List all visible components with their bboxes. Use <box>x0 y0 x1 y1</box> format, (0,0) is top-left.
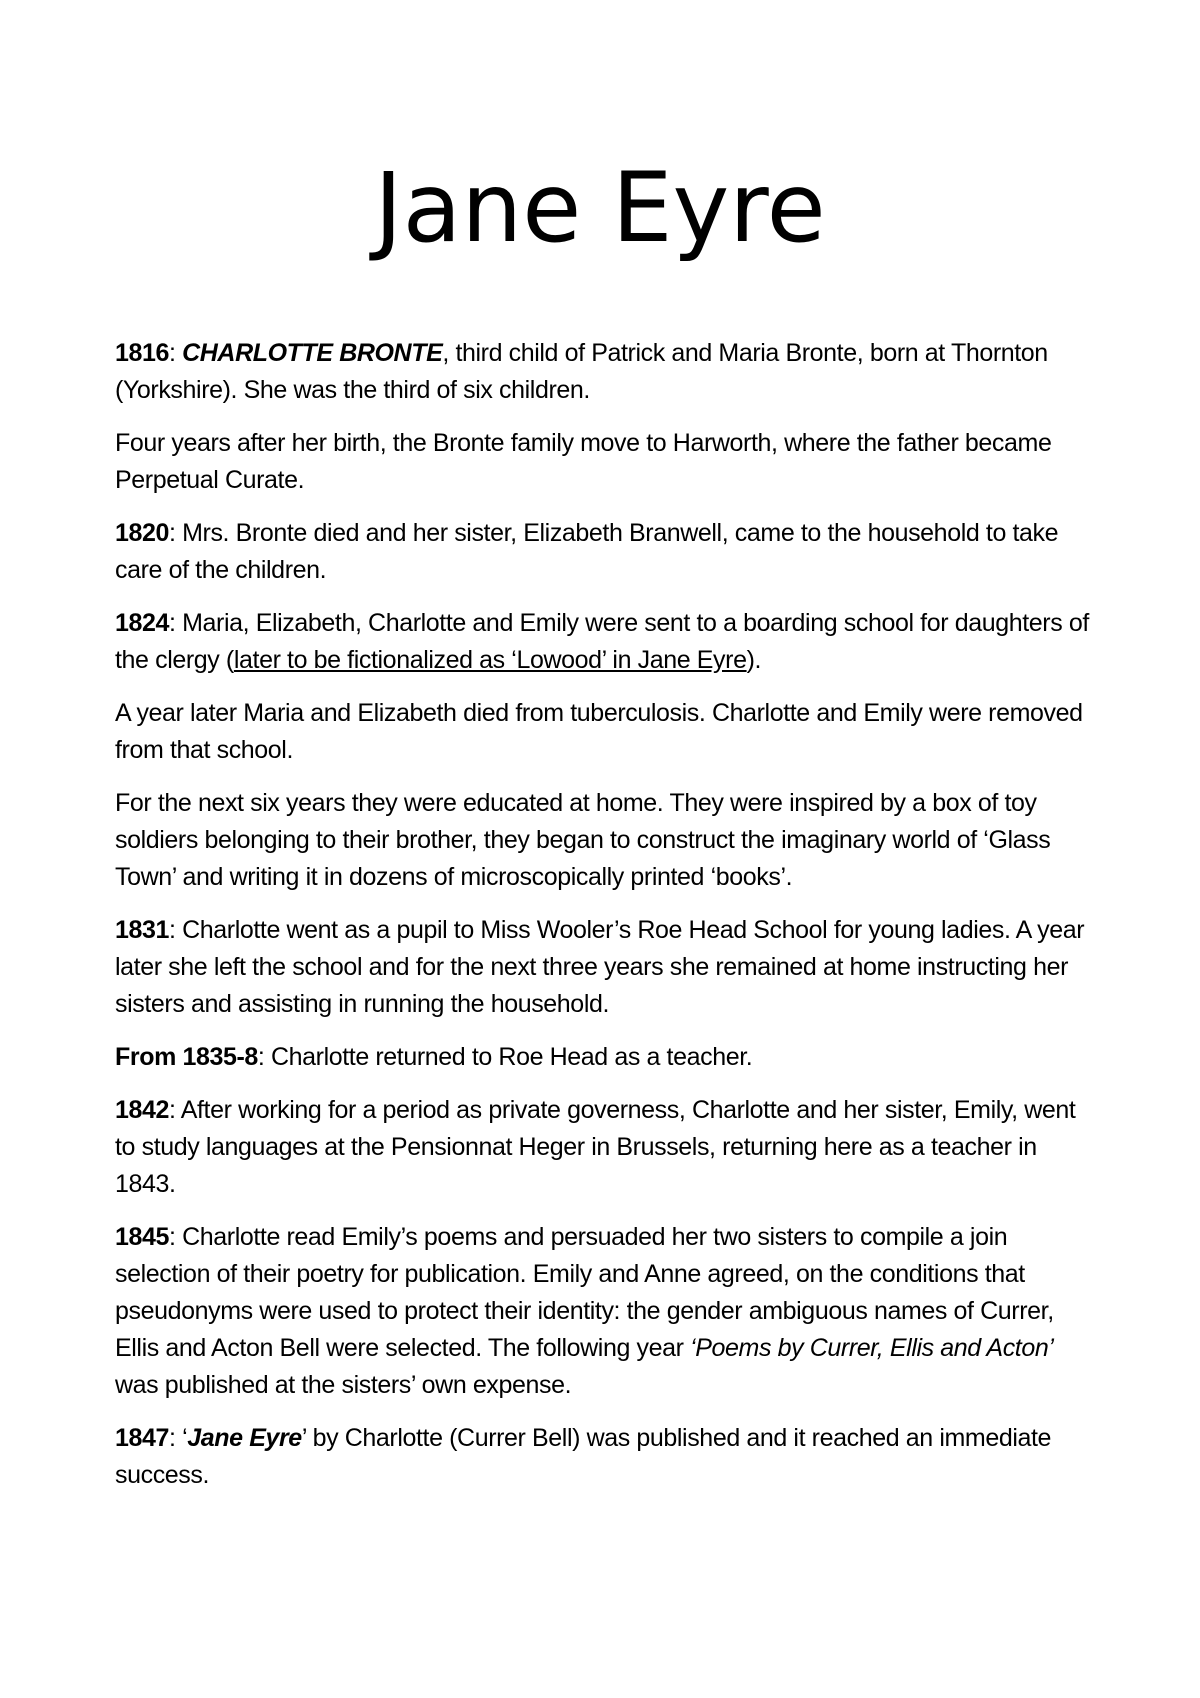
paragraph-glass-town <box>115 785 1100 896</box>
paragraph-text: : ‘ <box>169 1424 188 1452</box>
paragraph-1816 <box>115 335 1100 409</box>
paragraph-text: A year later Maria and Elizabeth died from tuberculosis. Charlotte and Emily were removed from that school. <box>115 699 1083 764</box>
paragraph-text: : Maria, Elizabeth, Charlotte and Emily were sent to a boarding school for daughters of the clergy ( <box>115 609 1089 674</box>
date-label: 1847 <box>115 1424 170 1452</box>
paragraph-1835 <box>115 1039 1100 1076</box>
date-label: 1820 <box>115 519 170 547</box>
date-label: 1842 <box>115 1096 170 1124</box>
document-title: Jane Eyre <box>374 152 826 264</box>
paragraph-text: : Mrs. Bronte died and her sister, Elizabeth Branwell, came to the household to take care of the children. <box>115 519 1059 584</box>
paragraph-1845 <box>115 1219 1100 1404</box>
paragraph-1847 <box>115 1420 1100 1494</box>
paragraph-1824 <box>115 605 1100 679</box>
date-label: 1824 <box>115 609 170 637</box>
paragraph-text: : Charlotte read Emily’s poems and persuaded her two sisters to compile a join selection of their poetry for publication. Emily and Anne agreed, on the conditions that pseudonyms were used to protect their identity: the gender ambiguous names of Currer, Ellis and Acton Bell were selected. The following year <box>115 1223 1054 1362</box>
italic-book-title: ‘Poems by Currer, Ellis and Acton’ <box>690 1334 1054 1362</box>
paragraph-text: , third child of Patrick and Maria Bronte, born at Thornton (Yorkshire). She was the third of six children. <box>115 339 1048 404</box>
date-label: 1845 <box>115 1223 170 1251</box>
paragraph-text-end: ). <box>746 646 762 674</box>
paragraph-text: : After working for a period as private governess, Charlotte and her sister, Emily, went to study languages at the Pensionnat Heger in Brussels, returning here as a teacher in 1843. <box>115 1096 1076 1198</box>
date-label: 1816 <box>115 339 170 367</box>
document-body <box>115 335 1100 1510</box>
author-name: CHARLOTTE BRONTE <box>182 339 443 367</box>
paragraph-text: Four years after her birth, the Bronte family move to Harworth, where the father became Perpetual Curate. <box>115 429 1052 494</box>
paragraph-move-harworth <box>115 425 1100 499</box>
paragraph-text-end: was published at the sisters’ own expense. <box>115 1371 572 1399</box>
paragraph-text: : Charlotte returned to Roe Head as a teacher. <box>257 1043 753 1071</box>
paragraph-text: For the next six years they were educated at home. They were inspired by a box of toy soldiers belonging to their brother, they began to construct the imaginary world of ‘Glass Town’ and writing it in dozens of microscopically printed ‘books’. <box>115 789 1051 891</box>
paragraph-text-end: ’ by Charlotte (Currer Bell) was published and it reached an immediate success. <box>115 1424 1052 1489</box>
date-label: From 1835-8 <box>115 1043 258 1071</box>
paragraph-1831 <box>115 912 1100 1023</box>
underlined-note: later to be fictionalized as ‘Lowood’ in Jane Eyre <box>233 646 747 674</box>
paragraph-tuberculosis <box>115 695 1100 769</box>
book-title: Jane Eyre <box>187 1424 302 1452</box>
date-label: 1831 <box>115 916 170 944</box>
paragraph-1820 <box>115 515 1100 589</box>
paragraph-text: : Charlotte went as a pupil to Miss Wooler’s Roe Head School for young ladies. A year later she left the school and for the next three years she remained at home instructing her sisters and assisting in running the household. <box>115 916 1085 1018</box>
paragraph-1842 <box>115 1092 1100 1203</box>
separator: : <box>169 339 183 367</box>
